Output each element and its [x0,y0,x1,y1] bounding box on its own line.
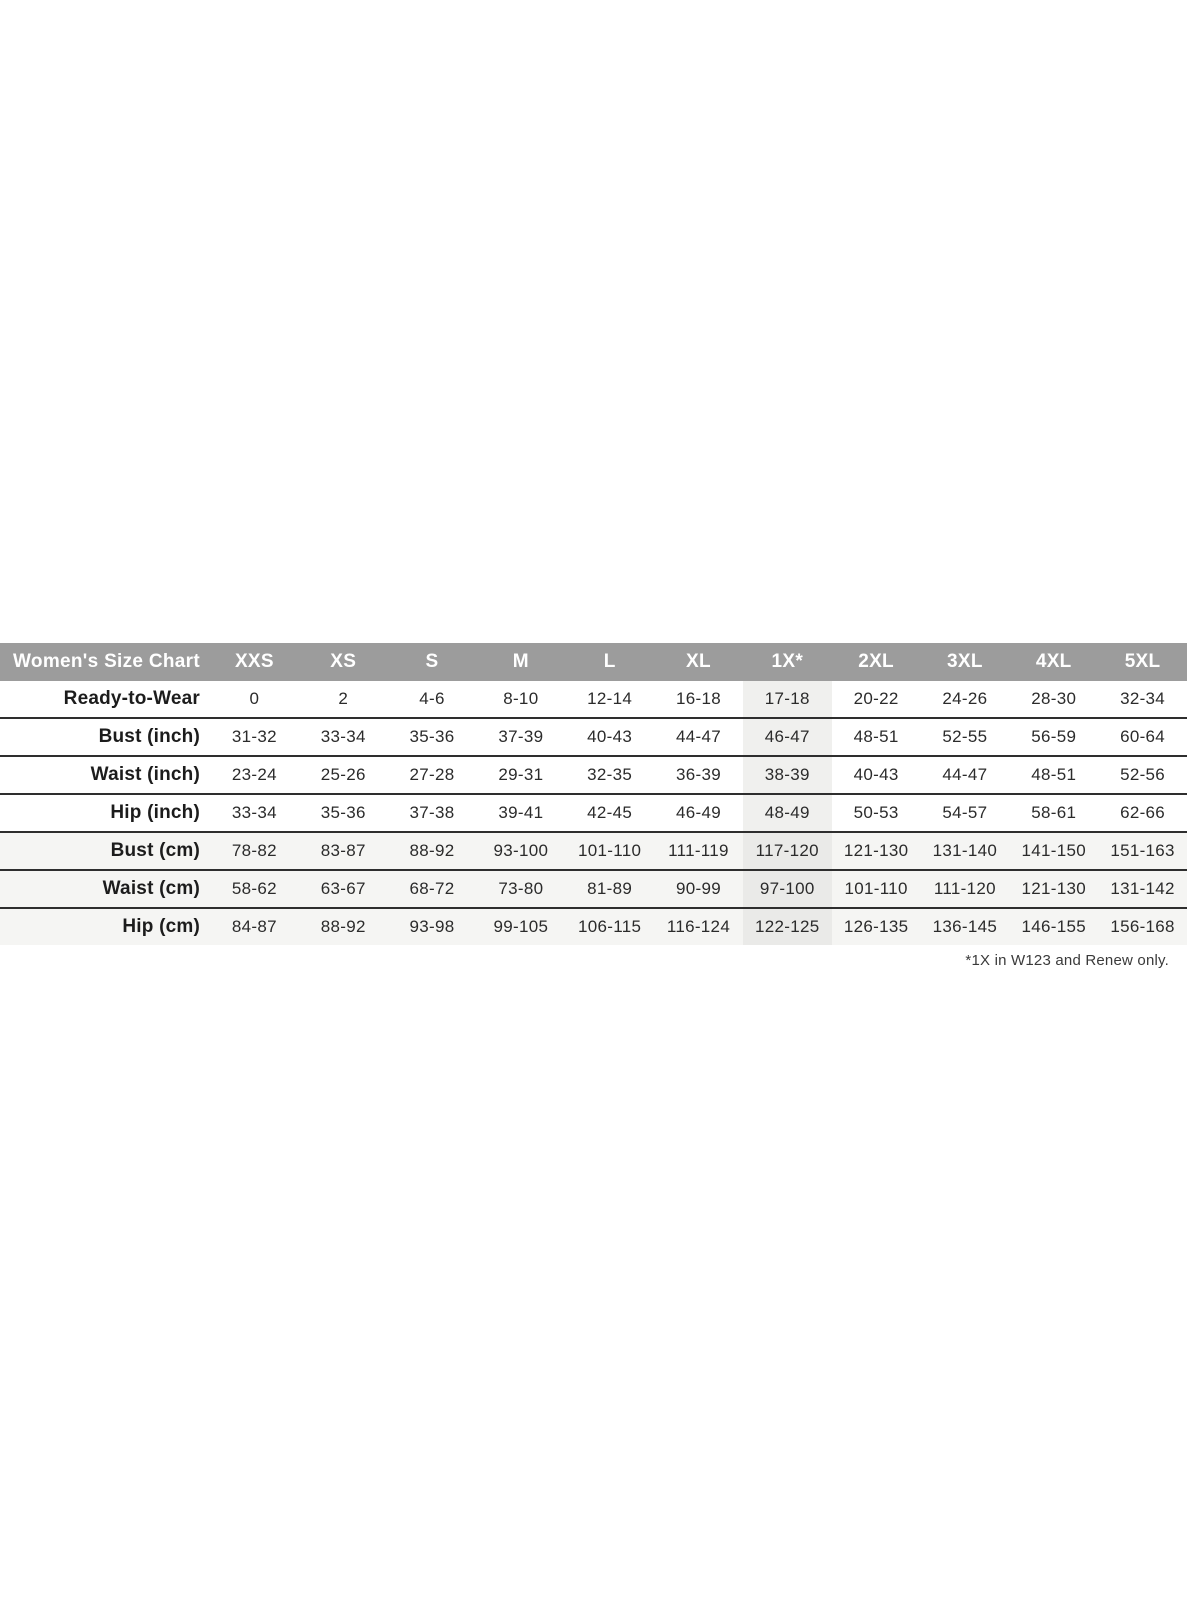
size-value-cell: 111-120 [921,870,1010,908]
size-value-cell: 35-36 [388,718,477,756]
row-label: Ready-to-Wear [0,681,210,718]
size-value-cell: 36-39 [654,756,743,794]
size-column-header: XS [299,643,388,681]
table-row [0,908,1187,945]
table-row [0,756,1187,794]
size-value-cell: 73-80 [476,870,565,908]
size-value-cell: 93-100 [476,832,565,870]
size-value-cell: 122-125 [743,908,832,945]
size-value-cell: 12-14 [565,681,654,718]
size-value-cell: 126-135 [832,908,921,945]
size-value-cell: 24-26 [921,681,1010,718]
size-value-cell: 151-163 [1098,832,1187,870]
size-column-header: XL [654,643,743,681]
footnote: *1X in W123 and Renew only. [965,952,1169,969]
size-value-cell: 27-28 [388,756,477,794]
row-label: Bust (cm) [0,832,210,870]
size-value-cell: 93-98 [388,908,477,945]
table-header [0,643,1187,681]
table-row [0,870,1187,908]
size-chart-table [0,643,1187,945]
size-value-cell: 106-115 [565,908,654,945]
size-value-cell: 16-18 [654,681,743,718]
size-value-cell: 44-47 [921,756,1010,794]
row-label: Waist (inch) [0,756,210,794]
size-value-cell: 38-39 [743,756,832,794]
size-chart [0,643,1187,969]
row-label: Waist (cm) [0,870,210,908]
size-column-header: 5XL [1098,643,1187,681]
row-label: Bust (inch) [0,718,210,756]
size-value-cell: 101-110 [565,832,654,870]
size-value-cell: 23-24 [210,756,299,794]
size-value-cell: 28-30 [1009,681,1098,718]
table-row [0,832,1187,870]
size-value-cell: 33-34 [210,794,299,832]
size-value-cell: 48-51 [1009,756,1098,794]
size-value-cell: 37-39 [476,718,565,756]
table-row [0,681,1187,718]
size-value-cell: 146-155 [1009,908,1098,945]
table-row [0,794,1187,832]
size-value-cell: 48-51 [832,718,921,756]
size-value-cell: 117-120 [743,832,832,870]
size-value-cell: 131-142 [1098,870,1187,908]
size-value-cell: 141-150 [1009,832,1098,870]
size-value-cell: 50-53 [832,794,921,832]
size-value-cell: 25-26 [299,756,388,794]
size-value-cell: 52-55 [921,718,1010,756]
size-column-header: 4XL [1009,643,1098,681]
size-value-cell: 88-92 [299,908,388,945]
row-label: Hip (inch) [0,794,210,832]
size-value-cell: 84-87 [210,908,299,945]
header-row [0,643,1187,681]
size-value-cell: 8-10 [476,681,565,718]
size-value-cell: 78-82 [210,832,299,870]
size-value-cell: 35-36 [299,794,388,832]
size-value-cell: 33-34 [299,718,388,756]
size-column-header: XXS [210,643,299,681]
size-value-cell: 131-140 [921,832,1010,870]
size-column-header: L [565,643,654,681]
size-value-cell: 116-124 [654,908,743,945]
size-value-cell: 54-57 [921,794,1010,832]
size-column-header: 3XL [921,643,1010,681]
size-value-cell: 32-34 [1098,681,1187,718]
size-value-cell: 101-110 [832,870,921,908]
size-value-cell: 99-105 [476,908,565,945]
size-value-cell: 29-31 [476,756,565,794]
size-value-cell: 83-87 [299,832,388,870]
size-value-cell: 40-43 [832,756,921,794]
size-value-cell: 4-6 [388,681,477,718]
size-column-header: 2XL [832,643,921,681]
size-column-header: S [388,643,477,681]
size-value-cell: 121-130 [832,832,921,870]
size-value-cell: 90-99 [654,870,743,908]
size-value-cell: 58-62 [210,870,299,908]
size-value-cell: 39-41 [476,794,565,832]
size-value-cell: 46-49 [654,794,743,832]
size-value-cell: 111-119 [654,832,743,870]
row-label: Hip (cm) [0,908,210,945]
size-value-cell: 17-18 [743,681,832,718]
size-value-cell: 46-47 [743,718,832,756]
size-value-cell: 63-67 [299,870,388,908]
size-value-cell: 2 [299,681,388,718]
size-value-cell: 121-130 [1009,870,1098,908]
size-column-header: M [476,643,565,681]
table-title: Women's Size Chart [0,643,210,681]
size-column-header: 1X* [743,643,832,681]
size-value-cell: 31-32 [210,718,299,756]
size-value-cell: 56-59 [1009,718,1098,756]
size-value-cell: 44-47 [654,718,743,756]
size-value-cell: 52-56 [1098,756,1187,794]
table-body [0,681,1187,945]
size-value-cell: 48-49 [743,794,832,832]
size-value-cell: 40-43 [565,718,654,756]
size-value-cell: 156-168 [1098,908,1187,945]
table-row [0,718,1187,756]
size-value-cell: 62-66 [1098,794,1187,832]
size-value-cell: 88-92 [388,832,477,870]
size-value-cell: 20-22 [832,681,921,718]
size-value-cell: 81-89 [565,870,654,908]
size-value-cell: 60-64 [1098,718,1187,756]
size-value-cell: 136-145 [921,908,1010,945]
size-value-cell: 37-38 [388,794,477,832]
size-value-cell: 42-45 [565,794,654,832]
size-value-cell: 68-72 [388,870,477,908]
size-value-cell: 0 [210,681,299,718]
size-value-cell: 97-100 [743,870,832,908]
size-value-cell: 32-35 [565,756,654,794]
size-value-cell: 58-61 [1009,794,1098,832]
